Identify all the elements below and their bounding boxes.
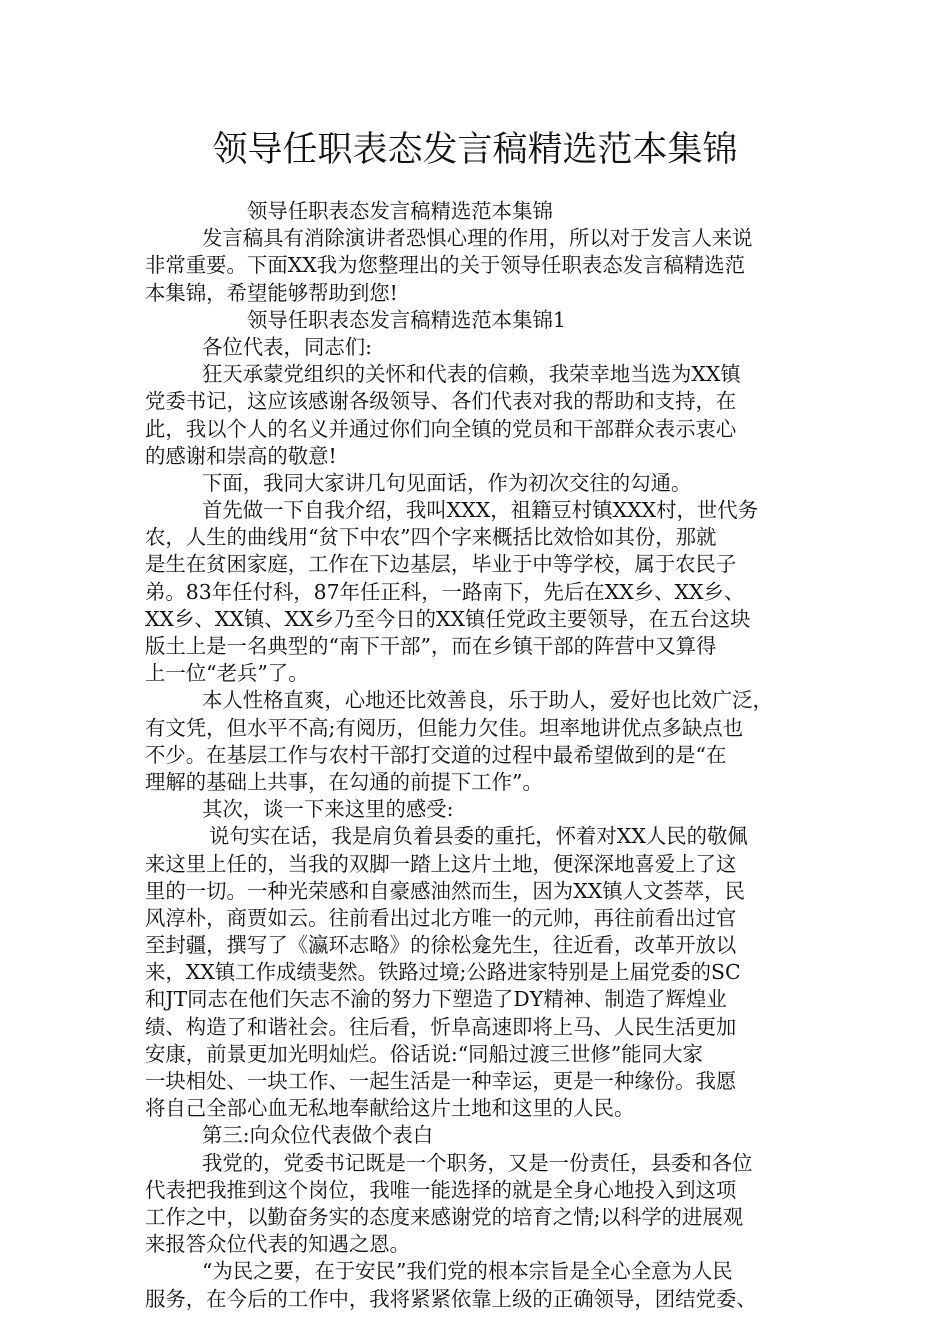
document-subtitle: 领导任职表态发言稿精选范本集锦 <box>247 199 553 223</box>
paragraph-line: 来，XX镇工作成绩斐然。铁路过境;公路进家特别是上届党委的SC <box>145 960 741 985</box>
paragraph-line: 服务，在今后的工作中，我将紧紧依靠上级的正确领导，团结党委、 <box>145 1286 757 1311</box>
paragraph-line: 非常重要。下面XX我为您整理出的关于领导任职表态发言稿精选范 <box>145 253 745 278</box>
paragraph-line: 版土上是一名典型的“南下干部”，而在乡镇干部的阵营中又算得 <box>145 634 717 658</box>
paragraph-line: 的感谢和崇高的敬意! <box>145 443 337 468</box>
paragraph-line: 本集锦，希望能够帮助到您! <box>145 280 398 305</box>
paragraph-line: 上一位“老兵”了。 <box>145 661 309 686</box>
paragraph-line: 里的一切。一种光荣感和自豪感油然而生，因为XX镇人文荟萃，民 <box>145 878 745 903</box>
paragraph-line: 至封疆，撰写了《瀛环志略》的徐松龛先生，往近看，改革开放以 <box>145 933 737 958</box>
paragraph-line: 首先做一下自我介绍，我叫XXX，祖籍豆村镇XXX村，世代务 <box>202 498 759 523</box>
paragraph-line: 是生在贫困家庭，工作在下边基层，毕业于中等学校，属于农民子 <box>145 552 737 577</box>
section-heading: 领导任职表态发言稿精选范本集锦1 <box>247 307 566 332</box>
paragraph-line: 农，人生的曲线用“贫下中农”四个字来概括比效恰如其份，那就 <box>145 525 717 550</box>
paragraph-line: 我党的，党委书记既是一个职务，又是一份责任，县委和各位 <box>202 1150 753 1175</box>
paragraph-line: 有文凭，但水平不高;有阅历，但能力欠佳。坦率地讲优点多缺点也 <box>145 715 744 740</box>
paragraph-line: 来报答众位代表的知遇之恩。 <box>145 1232 411 1257</box>
paragraph-line: 理解的基础上共事，在勾通的前提下工作”。 <box>145 769 543 794</box>
salutation: 各位代表，同志们: <box>202 334 372 359</box>
paragraph-line: 党委书记，这应该感谢各级领导、各们代表对我的帮助和支持，在 <box>145 389 737 414</box>
paragraph-line: 第三:向众位代表做个表白 <box>202 1123 434 1148</box>
paragraph-line: 下面，我同大家讲几句见面话，作为初次交往的勾通。 <box>202 470 692 495</box>
paragraph-line: XX乡、XX镇、XX乡乃至今日的XX镇任党政主要领导，在五台这块 <box>145 606 751 631</box>
paragraph-line: 工作之中，以勤奋务实的态度来感谢党的培育之情;以科学的进展观 <box>145 1204 744 1229</box>
paragraph-line: 安康，前景更加光明灿烂。俗话说:“同船过渡三世修”能同大家 <box>145 1041 703 1066</box>
paragraph-line: 此，我以个人的名义并通过你们向全镇的党员和干部群众表示衷心 <box>145 416 737 441</box>
paragraph-line: 将自己全部心血无私地奉献给这片土地和这里的人民。 <box>145 1096 635 1121</box>
paragraph-line: 代表把我推到这个岗位，我唯一能选择的就是全身心地投入到这项 <box>145 1177 737 1202</box>
paragraph-line: 风淳朴，商贾如云。往前看出过北方唯一的元帅，再往前看出过官 <box>145 905 737 930</box>
document-body <box>145 198 810 1313</box>
paragraph-line: 发言稿具有消除演讲者恐惧心理的作用，所以对于发言人来说 <box>202 226 753 251</box>
paragraph-line: 不少。在基层工作与农村干部打交道的过程中最希望做到的是“在 <box>145 742 727 767</box>
document-title: 领导任职表态发言稿精选范本集锦 <box>212 130 738 170</box>
paragraph-line: 其次，谈一下来这里的感受: <box>202 797 454 822</box>
paragraph-line: 说句实在话，我是肩负着县委的重托，怀着对XX人民的敬佩 <box>209 824 748 849</box>
paragraph-line: 绩、构造了和谐社会。往后看，忻阜高速即将上马、人民生活更加 <box>145 1014 737 1039</box>
paragraph-line: 弟。83年任付科，87年任正科，一路南下，先后在XX乡、XX乡、 <box>145 579 745 604</box>
paragraph-line: 本人性格直爽，心地还比效善良，乐于助人，爱好也比效广泛， <box>202 688 773 713</box>
paragraph-line: “为民之要，在于安民”我们党的根本宗旨是全心全意为人民 <box>202 1259 733 1284</box>
paragraph-line: 一块相处、一块工作、一起生活是一种幸运，更是一种缘份。我愿 <box>145 1069 737 1093</box>
paragraph-line: 来这里上任的，当我的双脚一踏上这片土地，便深深地喜爱上了这 <box>145 851 737 876</box>
paragraph-line: 狂天承蒙党组织的关怀和代表的信赖，我荣幸地当选为XX镇 <box>202 362 741 387</box>
paragraph-line: 和JT同志在他们矢志不渝的努力下塑造了DY精神、制造了辉煌业 <box>145 987 727 1012</box>
